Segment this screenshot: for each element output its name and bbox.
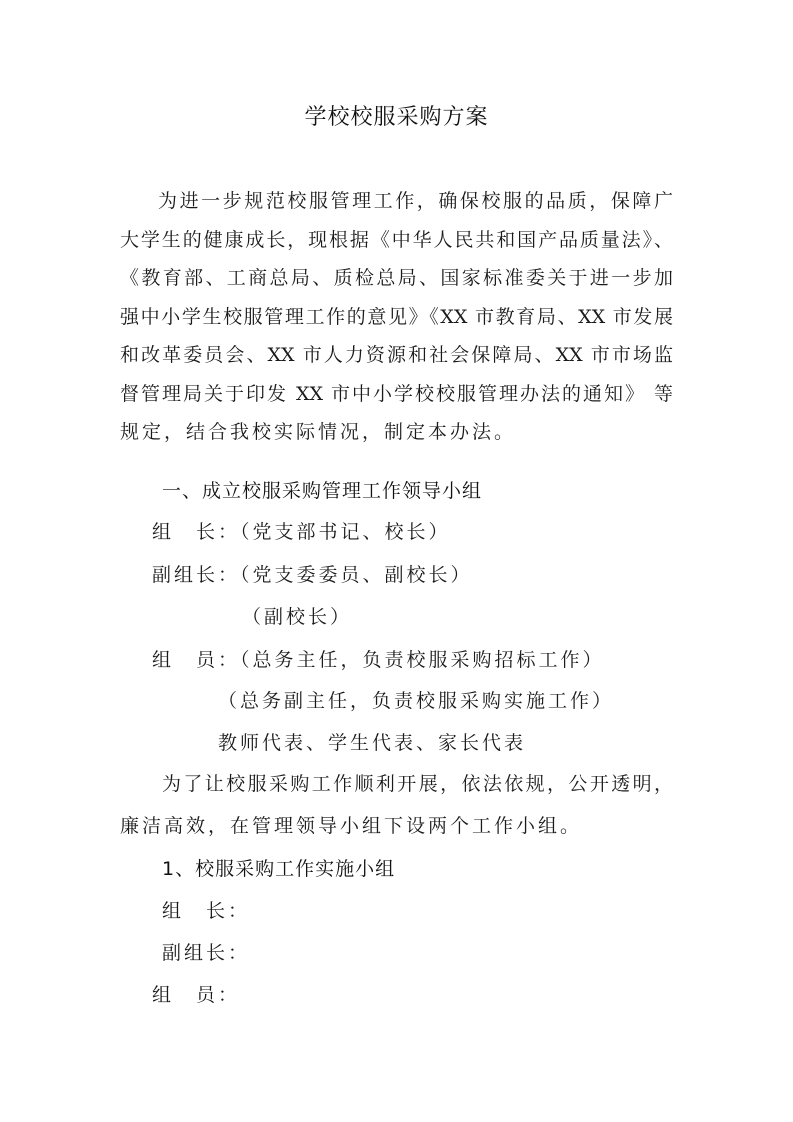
subsection-heading: 1、校服采购工作实施小组: [162, 858, 396, 880]
intro-paragraph-line: 大学生的健康成长，现根据《中华人民共和国产品质量法》、: [120, 229, 673, 251]
deputy-leader-line: 副组长：（党支委委员、副校长）: [152, 564, 473, 586]
intro-paragraph-line: 为进一步规范校服管理工作，确保校服的品质，保障广: [158, 190, 673, 212]
intro-paragraph-line: 强中小学生校服管理工作的意见》《XX 市教育局、XX 市发展: [120, 306, 673, 328]
subsection-member-line: 组 员：: [152, 984, 241, 1006]
intro-paragraph-line: 《教育部、工商总局、质检总局、国家标准委关于进一步加: [120, 267, 673, 289]
document-title: 学校校服采购方案: [304, 105, 489, 130]
intro-paragraph-line: 规定，结合我校实际情况，制定本办法。: [120, 421, 517, 443]
subsection-leader-line: 组 长：: [162, 900, 251, 922]
intro-paragraph-line: 和改革委员会、XX 市人力资源和社会保障局、XX 市市场监: [120, 344, 673, 366]
intro-paragraph-line: 督管理局关于印发 XX 市中小学校校服管理办法的通知》 等: [120, 383, 673, 405]
section-heading: 一、成立校服采购管理工作领导小组: [162, 480, 483, 502]
subsection-deputy-leader-line: 副组长：: [162, 942, 251, 964]
section-paragraph-line: 为了让校服采购工作顺利开展，依法依规，公开透明，: [162, 773, 673, 795]
member-line-2: （总务副主任，负责校服采购实施工作）: [218, 690, 615, 712]
section-paragraph-line: 廉洁高效，在管理领导小组下设两个工作小组。: [120, 815, 583, 837]
leader-line: 组 长：（党支部书记、校长）: [152, 521, 451, 543]
deputy-leader-line-2: （副校长）: [242, 606, 353, 628]
member-line: 组 员：（总务主任，负责校服采购招标工作）: [152, 649, 605, 671]
member-line-3: 教师代表、学生代表、家长代表: [218, 732, 527, 754]
